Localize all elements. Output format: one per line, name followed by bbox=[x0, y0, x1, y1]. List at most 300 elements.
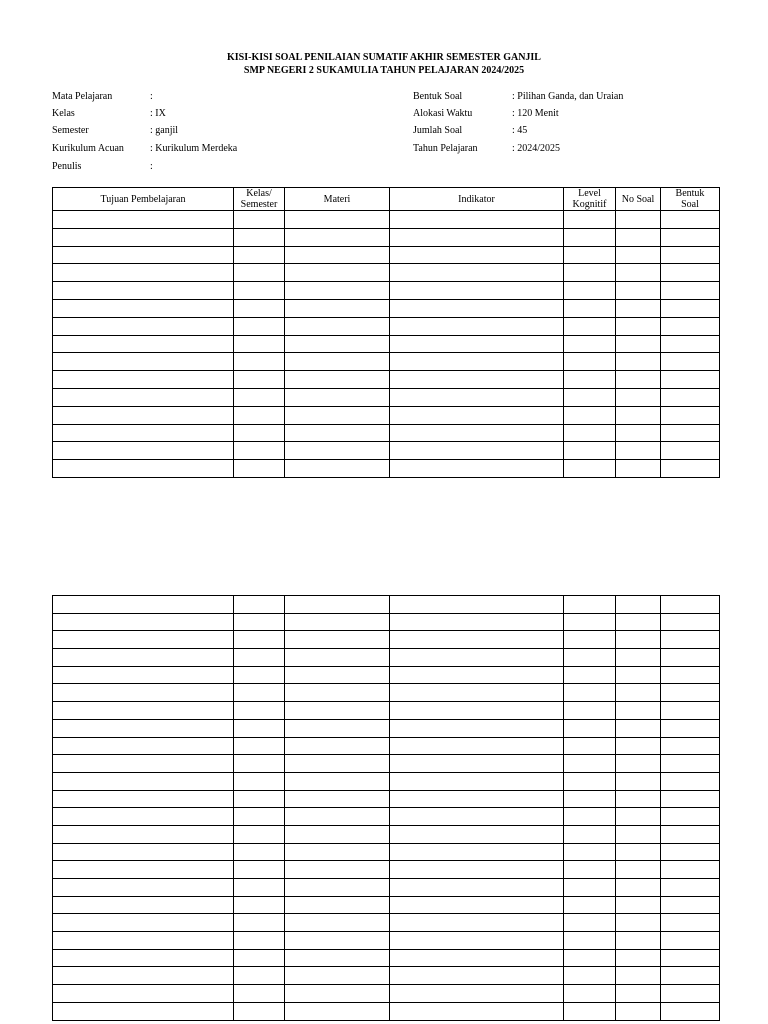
table-cell bbox=[616, 424, 661, 442]
table-cell bbox=[285, 719, 390, 737]
table-cell bbox=[285, 861, 390, 879]
table-cell bbox=[234, 772, 285, 790]
table-cell bbox=[616, 932, 661, 950]
table-cell bbox=[390, 861, 564, 879]
table-cell bbox=[564, 719, 616, 737]
table-cell bbox=[285, 914, 390, 932]
table-cell bbox=[616, 772, 661, 790]
column-header-text: Level bbox=[578, 188, 601, 199]
table-cell bbox=[234, 949, 285, 967]
table-cell bbox=[234, 702, 285, 720]
info-label: Mata Pelajaran bbox=[52, 91, 113, 102]
info-label: Jumlah Soal bbox=[413, 125, 463, 136]
table-cell bbox=[390, 985, 564, 1003]
table-cell bbox=[564, 613, 616, 631]
table-cell bbox=[390, 790, 564, 808]
table-cell bbox=[390, 631, 564, 649]
table-cell bbox=[564, 406, 616, 424]
column-header-text: Kognitif bbox=[572, 199, 607, 210]
table-cell bbox=[564, 353, 616, 371]
table-row bbox=[53, 1002, 720, 1020]
table-cell bbox=[661, 317, 720, 335]
table-cell bbox=[53, 861, 234, 879]
table-cell bbox=[616, 755, 661, 773]
table-cell bbox=[285, 772, 390, 790]
table-cell bbox=[234, 406, 285, 424]
table-cell bbox=[53, 228, 234, 246]
table-cell bbox=[234, 808, 285, 826]
table-cell bbox=[234, 719, 285, 737]
table-cell bbox=[285, 737, 390, 755]
table-cell bbox=[285, 879, 390, 897]
table-cell bbox=[285, 282, 390, 300]
table-cell bbox=[53, 299, 234, 317]
table-row bbox=[53, 282, 720, 300]
table-cell bbox=[661, 264, 720, 282]
info-label: Penulis bbox=[52, 161, 82, 172]
table-cell bbox=[564, 442, 616, 460]
table-cell bbox=[234, 879, 285, 897]
table-cell bbox=[285, 228, 390, 246]
table-cell bbox=[285, 442, 390, 460]
table-cell bbox=[661, 879, 720, 897]
table-cell bbox=[53, 335, 234, 353]
column-header-indikator bbox=[390, 188, 564, 211]
table-cell bbox=[234, 353, 285, 371]
table-cell bbox=[564, 596, 616, 614]
table-cell bbox=[661, 353, 720, 371]
table-cell bbox=[234, 613, 285, 631]
table-cell bbox=[661, 371, 720, 389]
table-cell bbox=[564, 317, 616, 335]
info-value: : IX bbox=[150, 108, 166, 119]
table-row bbox=[53, 985, 720, 1003]
table-cell bbox=[234, 649, 285, 667]
table-cell bbox=[285, 406, 390, 424]
table-cell bbox=[285, 985, 390, 1003]
table-cell bbox=[285, 246, 390, 264]
table-cell bbox=[661, 388, 720, 406]
table-cell bbox=[53, 460, 234, 478]
table-cell bbox=[564, 282, 616, 300]
table-row bbox=[53, 371, 720, 389]
table-cell bbox=[564, 843, 616, 861]
table-row bbox=[53, 755, 720, 773]
table-cell bbox=[661, 843, 720, 861]
table-cell bbox=[390, 666, 564, 684]
table-cell bbox=[616, 896, 661, 914]
table-cell bbox=[390, 406, 564, 424]
table-cell bbox=[285, 790, 390, 808]
table-cell bbox=[616, 825, 661, 843]
table-cell bbox=[390, 211, 564, 229]
table-cell bbox=[564, 896, 616, 914]
table-cell bbox=[616, 879, 661, 897]
table-cell bbox=[661, 424, 720, 442]
column-header-text: Bentuk bbox=[675, 188, 705, 199]
table-cell bbox=[234, 932, 285, 950]
table-cell bbox=[390, 843, 564, 861]
table-cell bbox=[390, 371, 564, 389]
table-cell bbox=[661, 684, 720, 702]
table-row bbox=[53, 211, 720, 229]
table-cell bbox=[53, 985, 234, 1003]
table-cell bbox=[661, 932, 720, 950]
table-cell bbox=[53, 684, 234, 702]
table-cell bbox=[390, 914, 564, 932]
table-cell bbox=[285, 684, 390, 702]
table-cell bbox=[53, 949, 234, 967]
table-cell bbox=[616, 631, 661, 649]
table-cell bbox=[616, 246, 661, 264]
column-header-no-soal bbox=[616, 188, 661, 211]
table-row bbox=[53, 649, 720, 667]
table-cell bbox=[564, 1002, 616, 1020]
table-cell bbox=[616, 371, 661, 389]
table-cell bbox=[390, 649, 564, 667]
table-row bbox=[53, 684, 720, 702]
table-row bbox=[53, 228, 720, 246]
table-cell bbox=[616, 353, 661, 371]
table-row bbox=[53, 967, 720, 985]
table-cell bbox=[234, 631, 285, 649]
table-cell bbox=[234, 790, 285, 808]
table-cell bbox=[285, 949, 390, 967]
table-cell bbox=[616, 228, 661, 246]
table-cell bbox=[661, 460, 720, 478]
table-cell bbox=[661, 985, 720, 1003]
table-cell bbox=[616, 737, 661, 755]
table-row bbox=[53, 914, 720, 932]
table-cell bbox=[53, 843, 234, 861]
table-row bbox=[53, 299, 720, 317]
table-row bbox=[53, 596, 720, 614]
table-cell bbox=[390, 246, 564, 264]
table-cell bbox=[564, 702, 616, 720]
column-header-text: Indikator bbox=[458, 193, 495, 205]
table-row bbox=[53, 631, 720, 649]
table-cell bbox=[616, 967, 661, 985]
table-cell bbox=[53, 808, 234, 826]
table-cell bbox=[234, 737, 285, 755]
table-cell bbox=[661, 299, 720, 317]
table-row bbox=[53, 460, 720, 478]
table-cell bbox=[564, 825, 616, 843]
table-cell bbox=[390, 613, 564, 631]
table-cell bbox=[234, 1002, 285, 1020]
table-cell bbox=[234, 967, 285, 985]
table-cell bbox=[564, 985, 616, 1003]
table-cell bbox=[234, 896, 285, 914]
table-cell bbox=[390, 684, 564, 702]
table-cell bbox=[390, 442, 564, 460]
kisi-kisi-table-continued bbox=[52, 595, 720, 1021]
table-cell bbox=[285, 755, 390, 773]
table-cell bbox=[285, 613, 390, 631]
table-cell bbox=[564, 949, 616, 967]
table-cell bbox=[234, 211, 285, 229]
column-header-bentuk-soal bbox=[661, 188, 720, 211]
table-row bbox=[53, 879, 720, 897]
table-row bbox=[53, 808, 720, 826]
table-cell bbox=[616, 985, 661, 1003]
table-row bbox=[53, 932, 720, 950]
table-cell bbox=[564, 755, 616, 773]
table-cell bbox=[234, 861, 285, 879]
table-cell bbox=[390, 282, 564, 300]
table-cell bbox=[234, 317, 285, 335]
table-cell bbox=[234, 684, 285, 702]
table-cell bbox=[390, 949, 564, 967]
info-value: : bbox=[150, 161, 153, 172]
table-cell bbox=[616, 335, 661, 353]
table-cell bbox=[661, 282, 720, 300]
column-header-materi bbox=[285, 188, 390, 211]
table-cell bbox=[564, 460, 616, 478]
table-cell bbox=[285, 825, 390, 843]
table-cell bbox=[234, 460, 285, 478]
info-value: : ganjil bbox=[150, 125, 179, 136]
table-cell bbox=[661, 896, 720, 914]
table-cell bbox=[390, 353, 564, 371]
table-cell bbox=[390, 317, 564, 335]
table-cell bbox=[616, 719, 661, 737]
table-row bbox=[53, 843, 720, 861]
table-cell bbox=[285, 631, 390, 649]
table-cell bbox=[390, 967, 564, 985]
table-cell bbox=[285, 967, 390, 985]
table-cell bbox=[234, 335, 285, 353]
table-cell bbox=[234, 843, 285, 861]
table-cell bbox=[661, 702, 720, 720]
table-cell bbox=[53, 666, 234, 684]
table-cell bbox=[616, 861, 661, 879]
table-cell bbox=[564, 631, 616, 649]
table-cell bbox=[390, 808, 564, 826]
table-cell bbox=[285, 460, 390, 478]
table-cell bbox=[53, 246, 234, 264]
table-cell bbox=[390, 772, 564, 790]
table-cell bbox=[661, 211, 720, 229]
table-cell bbox=[564, 666, 616, 684]
table-cell bbox=[564, 967, 616, 985]
table-cell bbox=[285, 808, 390, 826]
table-cell bbox=[616, 808, 661, 826]
table-cell bbox=[564, 932, 616, 950]
table-cell bbox=[564, 879, 616, 897]
table-cell bbox=[285, 649, 390, 667]
table-cell bbox=[285, 299, 390, 317]
table-cell bbox=[234, 985, 285, 1003]
info-value: : 120 Menit bbox=[512, 108, 559, 119]
info-label: Bentuk Soal bbox=[413, 91, 463, 102]
table-cell bbox=[564, 861, 616, 879]
table-cell bbox=[616, 211, 661, 229]
table-cell bbox=[53, 371, 234, 389]
table-cell bbox=[661, 772, 720, 790]
table-cell bbox=[285, 596, 390, 614]
table-cell bbox=[564, 737, 616, 755]
table-row bbox=[53, 702, 720, 720]
table-cell bbox=[53, 353, 234, 371]
table-cell bbox=[285, 702, 390, 720]
table-cell bbox=[234, 914, 285, 932]
table-cell bbox=[234, 246, 285, 264]
table-row bbox=[53, 424, 720, 442]
table-cell bbox=[285, 353, 390, 371]
table-row bbox=[53, 790, 720, 808]
table-cell bbox=[53, 719, 234, 737]
table-row bbox=[53, 737, 720, 755]
table-cell bbox=[661, 666, 720, 684]
document-title: KISI-KISI SOAL PENILAIAN SUMATIF AKHIR SEMESTER GANJIL bbox=[227, 52, 541, 63]
table-cell bbox=[661, 861, 720, 879]
table-cell bbox=[234, 596, 285, 614]
table-cell bbox=[53, 631, 234, 649]
table-cell bbox=[564, 371, 616, 389]
table-cell bbox=[616, 406, 661, 424]
table-cell bbox=[53, 613, 234, 631]
kisi-kisi-table bbox=[52, 187, 720, 478]
table-cell bbox=[53, 702, 234, 720]
table-cell bbox=[390, 932, 564, 950]
table-cell bbox=[53, 596, 234, 614]
table-cell bbox=[285, 317, 390, 335]
table-cell bbox=[616, 388, 661, 406]
column-header-text: Tujuan Pembelajaran bbox=[100, 193, 186, 205]
table-cell bbox=[661, 949, 720, 967]
table-cell bbox=[564, 335, 616, 353]
table-cell bbox=[616, 666, 661, 684]
table-cell bbox=[564, 246, 616, 264]
table-cell bbox=[390, 755, 564, 773]
column-header-level-kognitif bbox=[564, 188, 616, 211]
table-cell bbox=[285, 388, 390, 406]
table-cell bbox=[564, 211, 616, 229]
info-value: : Pilihan Ganda, dan Uraian bbox=[512, 91, 624, 102]
table-row bbox=[53, 772, 720, 790]
table-cell bbox=[616, 914, 661, 932]
table-cell bbox=[53, 1002, 234, 1020]
table-cell bbox=[390, 737, 564, 755]
table-cell bbox=[234, 442, 285, 460]
table-cell bbox=[53, 879, 234, 897]
column-header-text: Soal bbox=[681, 199, 699, 210]
table-cell bbox=[390, 702, 564, 720]
table-row bbox=[53, 949, 720, 967]
table-cell bbox=[390, 896, 564, 914]
table-cell bbox=[285, 264, 390, 282]
table-cell bbox=[661, 613, 720, 631]
table-row bbox=[53, 825, 720, 843]
table-cell bbox=[234, 755, 285, 773]
table-cell bbox=[53, 442, 234, 460]
table-body bbox=[53, 596, 720, 1021]
column-header-text: Materi bbox=[323, 193, 351, 205]
table-cell bbox=[285, 1002, 390, 1020]
table-cell bbox=[53, 317, 234, 335]
table-cell bbox=[234, 282, 285, 300]
document-subtitle: SMP NEGERI 2 SUKAMULIA TAHUN PELAJARAN 2024/2025 bbox=[243, 65, 525, 76]
info-value: : 2024/2025 bbox=[512, 143, 561, 154]
table-row bbox=[53, 861, 720, 879]
table-cell bbox=[53, 211, 234, 229]
table-cell bbox=[390, 879, 564, 897]
table-body bbox=[53, 211, 720, 478]
table-cell bbox=[53, 649, 234, 667]
table-cell bbox=[53, 755, 234, 773]
table-cell bbox=[53, 772, 234, 790]
table-cell bbox=[390, 719, 564, 737]
table-cell bbox=[661, 228, 720, 246]
table-cell bbox=[616, 596, 661, 614]
table-cell bbox=[616, 299, 661, 317]
table-row bbox=[53, 896, 720, 914]
table-cell bbox=[616, 317, 661, 335]
table-cell bbox=[616, 460, 661, 478]
table-cell bbox=[53, 424, 234, 442]
table-cell bbox=[53, 264, 234, 282]
table-cell bbox=[285, 211, 390, 229]
table-cell bbox=[53, 282, 234, 300]
table-cell bbox=[661, 1002, 720, 1020]
table-row bbox=[53, 353, 720, 371]
info-label: Kurikulum Acuan bbox=[52, 143, 124, 154]
column-header-text: Semester bbox=[240, 199, 278, 210]
table-cell bbox=[661, 967, 720, 985]
table-cell bbox=[234, 264, 285, 282]
table-cell bbox=[661, 649, 720, 667]
table-row bbox=[53, 666, 720, 684]
table-row bbox=[53, 442, 720, 460]
column-header-kelas-semester bbox=[234, 188, 285, 211]
table-cell bbox=[616, 613, 661, 631]
table-cell bbox=[616, 1002, 661, 1020]
table-cell bbox=[661, 755, 720, 773]
table-cell bbox=[390, 596, 564, 614]
table-cell bbox=[661, 406, 720, 424]
table-cell bbox=[234, 424, 285, 442]
table-cell bbox=[564, 684, 616, 702]
table-row bbox=[53, 335, 720, 353]
table-cell bbox=[53, 914, 234, 932]
table-cell bbox=[661, 825, 720, 843]
table-cell bbox=[234, 666, 285, 684]
table-cell bbox=[564, 808, 616, 826]
table-cell bbox=[390, 424, 564, 442]
table-row bbox=[53, 246, 720, 264]
info-value: : Kurikulum Merdeka bbox=[150, 143, 238, 154]
info-label: Kelas bbox=[52, 108, 75, 119]
info-value: : bbox=[150, 91, 153, 102]
table-cell bbox=[285, 371, 390, 389]
table-cell bbox=[234, 825, 285, 843]
info-value: : 45 bbox=[512, 125, 528, 136]
table-row bbox=[53, 317, 720, 335]
table-cell bbox=[661, 790, 720, 808]
table-cell bbox=[564, 299, 616, 317]
column-header-text: Kelas/ bbox=[246, 188, 272, 199]
table-cell bbox=[53, 825, 234, 843]
table-cell bbox=[285, 666, 390, 684]
table-cell bbox=[53, 896, 234, 914]
table-cell bbox=[616, 702, 661, 720]
column-header-tujuan bbox=[53, 188, 234, 211]
table-cell bbox=[616, 264, 661, 282]
table-cell bbox=[390, 825, 564, 843]
table-cell bbox=[390, 228, 564, 246]
table-row bbox=[53, 406, 720, 424]
